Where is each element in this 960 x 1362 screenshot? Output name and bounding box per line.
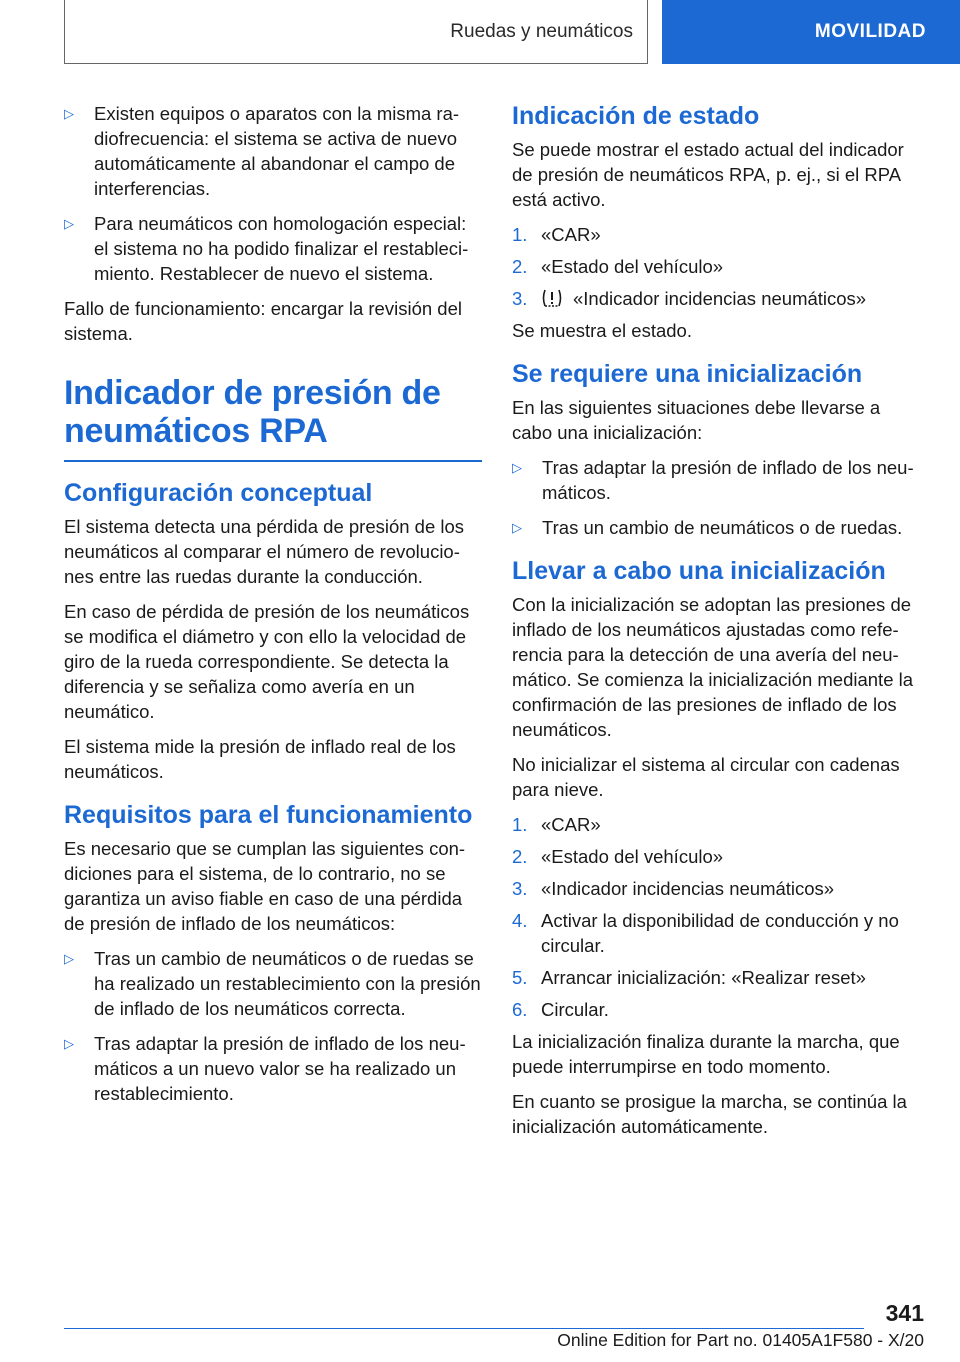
header-chapter-tab — [662, 0, 960, 64]
list-item — [64, 946, 482, 1021]
step-number: 3. — [512, 288, 528, 309]
heading-requiere-inicializacion: Se requiere una inicialización — [512, 360, 863, 388]
step-number: 6. — [512, 999, 528, 1020]
step-item — [512, 286, 924, 311]
header-section-title: Ruedas y neumáticos — [450, 20, 633, 42]
step-text: «Indicador incidencias neumáticos» — [573, 288, 867, 309]
bullet-triangle-icon: ▷ — [64, 1036, 74, 1051]
list-item — [512, 515, 924, 540]
step-number: 5. — [512, 967, 528, 988]
step-item — [512, 254, 924, 279]
header-chapter-title: MOVILIDAD — [814, 21, 926, 42]
paragraph: Es necesario que se cumplan las siguientes condiciones para el sistema, de lo contrario, no se garantiza un aviso fiable en caso de una pérdida de presión de inflado de los neumáticos: — [64, 838, 466, 934]
step-number: 1. — [512, 224, 528, 245]
bullet-triangle-icon: ▷ — [64, 106, 74, 121]
step-item — [512, 997, 924, 1022]
paragraph: El sistema mide la presión de inflado real de los neumáticos. — [64, 736, 456, 782]
paragraph: En cuanto se prosigue la marcha, se continúa la inicialización automáticamente. — [512, 1091, 907, 1137]
step-number: 4. — [512, 910, 528, 931]
left-column — [64, 101, 482, 1116]
step-text: «CAR» — [541, 224, 601, 245]
list-item-text: Tras un cambio de neumáticos o de ruedas. — [542, 517, 903, 538]
step-text: «Estado del vehículo» — [541, 256, 724, 277]
step-item — [512, 876, 924, 901]
heading-indicacion-estado: Indicación de estado — [512, 102, 760, 130]
list-item — [512, 455, 924, 505]
bullet-triangle-icon: ▷ — [64, 951, 74, 966]
step-text: Circular. — [541, 999, 609, 1020]
list-item — [64, 101, 482, 201]
list-item-text: Existen equipos o aparatos con la misma radiofrecuencia: el sistema se activa de nuevo automáticamente al abandonar el campo de interferencias. — [94, 103, 460, 199]
right-column — [512, 101, 924, 1149]
bullet-triangle-icon: ▷ — [512, 460, 522, 475]
list-item — [64, 1031, 482, 1106]
bullet-triangle-icon: ▷ — [512, 520, 522, 535]
header-section-box — [64, 0, 648, 64]
step-text: «CAR» — [541, 814, 601, 835]
step-text: Activar la disponibilidad de conducción y no circular. — [541, 910, 899, 956]
tire-pressure-warning-icon — [541, 288, 563, 308]
heading-requisitos: Requisitos para el funcionamiento — [64, 801, 473, 829]
footer-divider — [64, 1328, 864, 1329]
step-text: «Estado del vehículo» — [541, 846, 724, 867]
step-item — [512, 222, 924, 247]
list-item — [64, 211, 482, 286]
paragraph: Con la inicialización se adoptan las presiones de inflado de los neumáticos ajustadas como referencia para la detección de una avería del neumático. Se comienza la inicialización mediante la confirmación de las presiones de inflado de los neumáticos. — [512, 594, 914, 740]
paragraph: Se puede mostrar el estado actual del indicador de presión de neumáticos RPA, p. ej., si el RPA está activo. — [512, 139, 904, 210]
list-item-text: Tras adaptar la presión de inflado de los neumáticos a un nuevo valor se ha realizado un restablecimiento. — [94, 1033, 466, 1104]
step-number: 3. — [512, 878, 528, 899]
step-text: Arrancar inicialización: «Realizar reset» — [541, 967, 866, 988]
step-number: 1. — [512, 814, 528, 835]
paragraph: El sistema detecta una pérdida de presión de los neumáticos al comparar el número de revoluciones entre las ruedas durante la conducción. — [64, 516, 465, 587]
fallo-paragraph: Fallo de funcionamiento: encargar la revisión del sistema. — [64, 298, 462, 344]
heading-llevar-a-cabo: Llevar a cabo una inicialización — [512, 557, 886, 585]
step-item — [512, 812, 924, 837]
paragraph: No inicializar el sistema al circular con cadenas para nieve. — [512, 754, 900, 800]
list-item-text: Tras adaptar la presión de inflado de los neumáticos. — [542, 457, 914, 503]
section-title-rpa: Indicador de presión de neumáticos RPA — [64, 374, 482, 462]
step-number: 2. — [512, 846, 528, 867]
list-item-text: Para neumáticos con homologación especial: el sistema no ha podido finalizar el restablecimiento. Restablecer de nuevo el sistema. — [94, 213, 469, 284]
paragraph: Se muestra el estado. — [512, 320, 692, 341]
bullet-triangle-icon: ▷ — [64, 216, 74, 231]
paragraph: En las siguientes situaciones debe llevarse a cabo una inicialización: — [512, 397, 881, 443]
footer-edition: Online Edition for Part no. 01405A1F580 - X/20 — [557, 1330, 924, 1350]
step-item — [512, 844, 924, 869]
page-number: 341 — [885, 1300, 924, 1326]
list-item-text: Tras un cambio de neumáticos o de ruedas se ha realizado un restablecimiento con la presión de inflado de los neumáticos correcta. — [94, 948, 481, 1019]
heading-configuracion: Configuración conceptual — [64, 479, 373, 507]
step-item — [512, 908, 924, 958]
step-number: 2. — [512, 256, 528, 277]
paragraph: En caso de pérdida de presión de los neumáticos se modifica el diámetro y con ello la velocidad de giro de la rueda correspondiente. Se detecta la diferencia y se señaliza como avería en un neumático. — [64, 601, 470, 722]
step-text: «Indicador incidencias neumáticos» — [541, 878, 835, 899]
paragraph: La inicialización finaliza durante la marcha, que puede interrumpirse en todo momento. — [512, 1031, 900, 1077]
step-item — [512, 965, 924, 990]
